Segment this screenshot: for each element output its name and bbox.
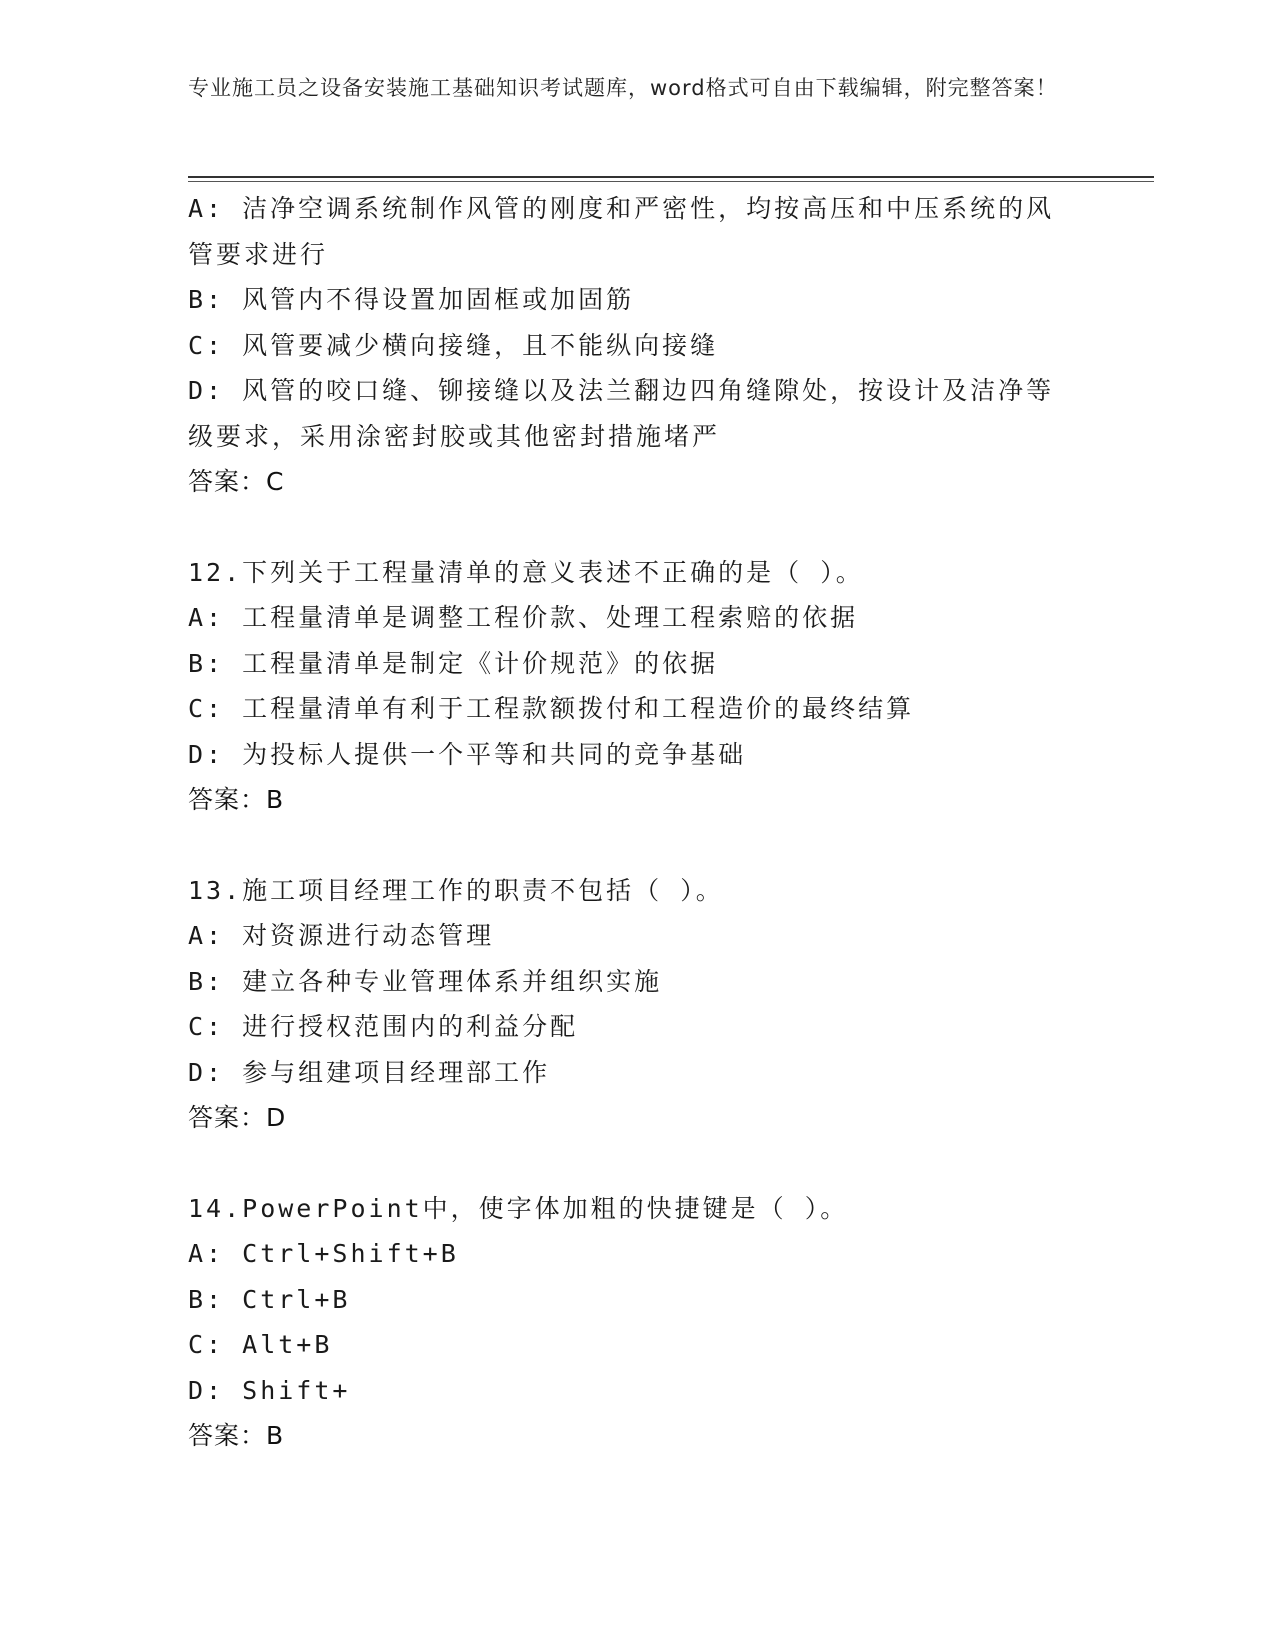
question-11 [188, 186, 1088, 505]
option-c: C: Alt+B [188, 1330, 333, 1359]
option-c: C: 风管要减少横向接缝，且不能纵向接缝 [188, 330, 719, 360]
option-b: B: 工程量清单是制定《计价规范》的依据 [188, 648, 719, 678]
answer-line: 答案：B [188, 1421, 285, 1450]
question-text: 13.施工项目经理工作的职责不包括（ ）。 [188, 875, 724, 905]
option-d: D: Shift+ [188, 1375, 351, 1405]
header-divider-thin [188, 181, 1154, 182]
question-12 [188, 550, 1088, 823]
question-text: 12.下列关于工程量清单的意义表述不正确的是（ ）。 [188, 557, 864, 587]
header-divider-thick [188, 176, 1154, 178]
answer-line: 答案：D [188, 1103, 287, 1132]
option-b: B: 风管内不得设置加固框或加固筋 [188, 285, 635, 314]
option-a: A: 工程量清单是调整工程价款、处理工程索赔的依据 [188, 603, 859, 632]
question-text: 14.PowerPoint中，使字体加粗的快捷键是（ ）。 [188, 1193, 849, 1223]
option-b: B: 建立各种专业管理体系并组织实施 [188, 966, 663, 996]
option-b: B: Ctrl+B [188, 1284, 351, 1314]
option-a: A: Ctrl+Shift+B [188, 1239, 459, 1268]
option-a: A: 洁净空调系统制作风管的刚度和严密性，均按高压和中压系统的风管要求进行 [188, 194, 1055, 269]
option-d: D: 为投标人提供一个平等和共同的竞争基础 [188, 739, 747, 769]
answer-line: 答案：B [188, 785, 285, 814]
option-d: D: 风管的咬口缝、铆接缝以及法兰翻边四角缝隙处，按设计及洁净等级要求，采用涂密封胶或其他密封措施堵严 [188, 376, 1055, 451]
document-body [188, 186, 1088, 1459]
option-c: C: 工程量清单有利于工程款额拨付和工程造价的最终结算 [188, 694, 915, 723]
option-d: D: 参与组建项目经理部工作 [188, 1057, 551, 1087]
option-c: C: 进行授权范围内的利益分配 [188, 1012, 579, 1041]
document-header: 专业施工员之设备安装施工基础知识考试题库，word格式可自由下载编辑，附完整答案！ [188, 76, 1058, 100]
question-14 [188, 1186, 1088, 1459]
option-a: A: 对资源进行动态管理 [188, 921, 495, 950]
answer-line: 答案：C [188, 467, 285, 496]
question-13 [188, 868, 1088, 1141]
